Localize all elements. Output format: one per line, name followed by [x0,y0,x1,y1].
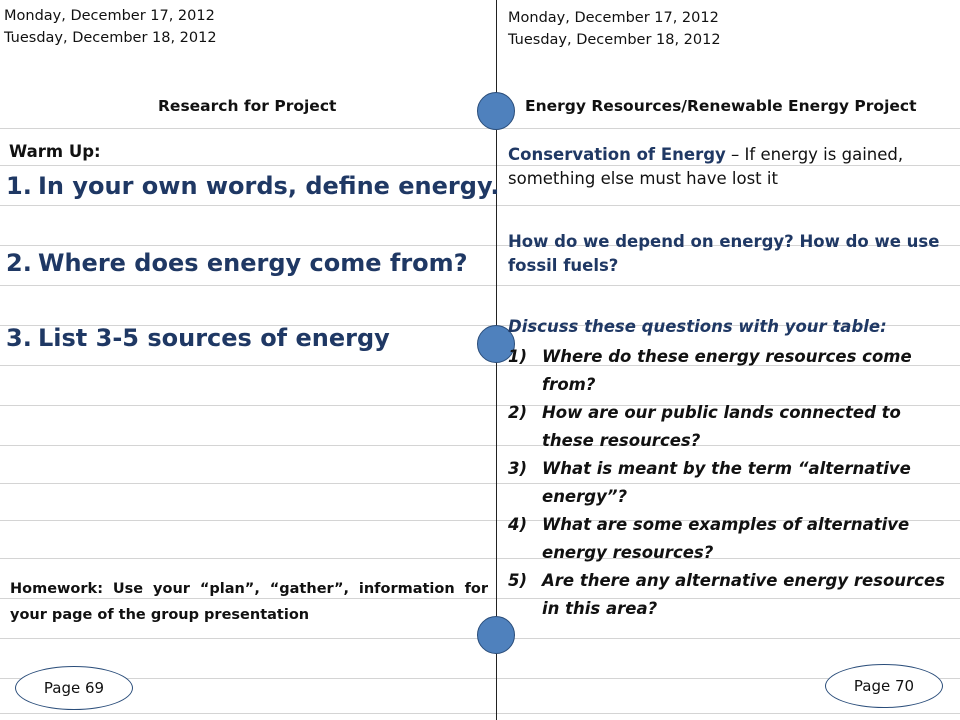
page-number-badge [15,666,133,710]
question-text: What is meant by the term “alternative energy”? [542,459,911,506]
question-text: How are our public lands connected to these resources? [542,403,901,450]
date-block [508,7,721,51]
discussion-question [508,343,948,399]
rule-line [0,205,960,206]
conservation-def: – If energy is gained, something else must have lost it [508,145,904,188]
item-number: 3. [6,324,32,352]
conservation-definition [508,143,948,191]
rule-line [0,285,960,286]
page-number-label: Page 69 [43,679,105,697]
conservation-term: Conservation of Energy [508,145,726,164]
question-text: What are some examples of alternative energy resources? [542,515,910,562]
depend-question: How do we depend on energy? How do we use fossil fuels? [508,232,940,275]
discussion-question [508,455,948,511]
warmup-item [6,172,500,200]
question-text: Where do these energy resources come from? [542,347,912,394]
rule-line [0,678,960,679]
question-number: 1) [508,347,528,366]
date-line: Tuesday, December 18, 2012 [4,30,217,46]
date-line: Monday, December 17, 2012 [4,8,215,24]
binder-hole [477,92,515,130]
warmup-item [6,324,390,352]
date-block [4,5,217,49]
warmup-label: Warm Up: [9,142,101,161]
page-number-label: Page 70 [853,677,915,695]
date-line: Tuesday, December 18, 2012 [508,32,721,48]
rule-line [0,128,960,129]
warmup-item [6,249,468,277]
date-line: Monday, December 17, 2012 [508,10,719,26]
discussion-question [508,511,948,567]
question-number: 5) [508,571,528,590]
item-number: 1. [6,172,32,200]
question-number: 4) [508,515,528,534]
question-text: Are there any alternative energy resources in this area? [542,571,945,618]
discuss-intro: Discuss these questions with your table: [508,317,887,336]
discussion-question [508,399,948,455]
item-text: In your own words, define energy. [38,172,500,200]
homework-text: Homework: Use your “plan”, “gather”, information for your page of the group presentation [10,581,488,623]
rule-line [0,713,960,714]
item-text: Where does energy come from? [38,249,468,277]
question-number: 2) [508,403,528,422]
right-page-heading: Energy Resources/Renewable Energy Project [525,97,917,115]
question-number: 3) [508,459,528,478]
discussion-question [508,567,948,623]
item-text: List 3-5 sources of energy [38,324,390,352]
discussion-questions [508,343,948,623]
left-page-heading: Research for Project [158,97,337,115]
item-number: 2. [6,249,32,277]
page-number-badge [825,664,943,708]
